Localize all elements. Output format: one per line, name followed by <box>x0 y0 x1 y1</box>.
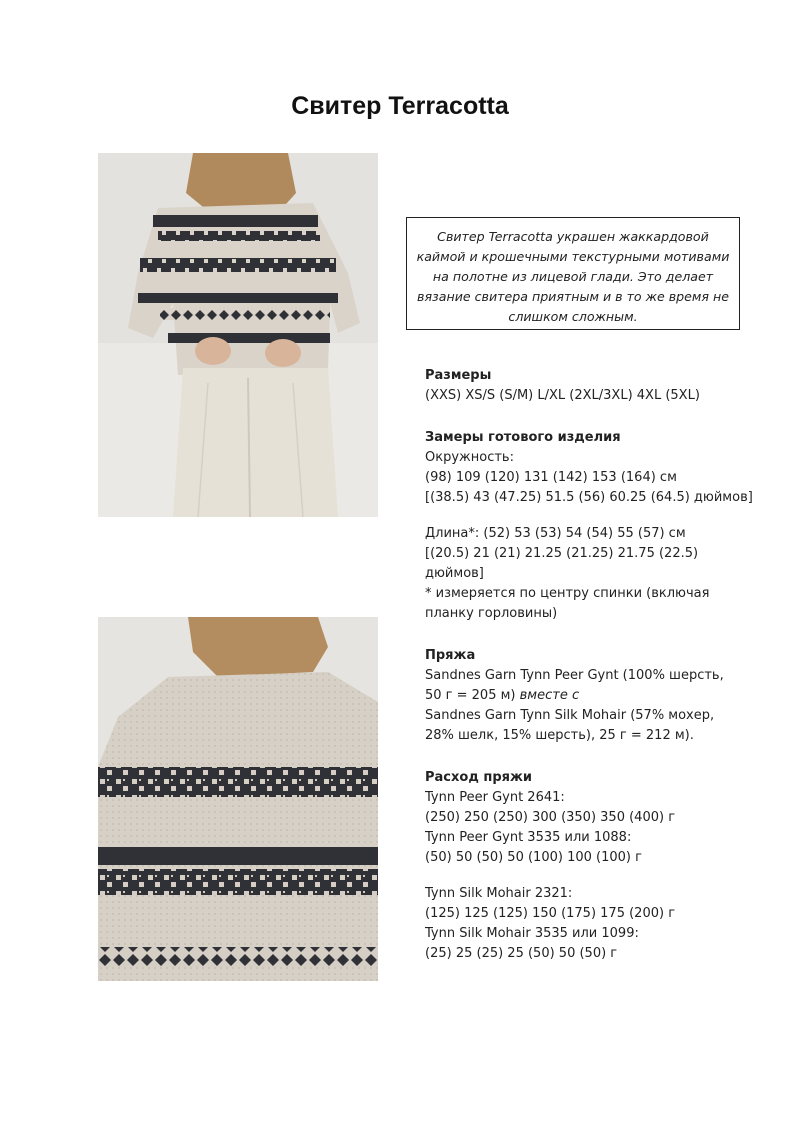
sweater-front-photo <box>98 153 378 517</box>
sizes-values: (XXS) XS/S (S/M) L/XL (2XL/3XL) 4XL (5XL) <box>425 388 700 403</box>
consumption-item: (250) 250 (250) 300 (350) 350 (400) г <box>425 810 676 825</box>
consumption-item: Tynn Peer Gynt 2641: <box>425 790 565 805</box>
consumption-item: (125) 125 (125) 150 (175) 175 (200) г <box>425 906 676 921</box>
intro-text: Свитер Terracotta украшен жаккардовой каймой и крошечными текстурными мотивами на полотне из лицевой глади. Это делает вязание свитера приятным и в то же время не слишком сложным. <box>416 229 730 324</box>
sizes-heading: Размеры <box>425 368 492 383</box>
length-in-2: дюймов] <box>425 566 484 581</box>
length-note-2: планку горловины) <box>425 606 558 621</box>
yarn-line-4: 28% шелк, 15% шерсть), 25 г = 212 м). <box>425 728 694 743</box>
length-cm: Длина*: (52) 53 (53) 54 (54) 55 (57) см <box>425 526 686 541</box>
sweater-back-photo <box>98 617 378 981</box>
yarn-heading: Пряжа <box>425 648 476 663</box>
yarn-line-2-em: вместе с <box>519 688 580 703</box>
consumption-item: Tynn Silk Mohair 2321: <box>425 886 573 901</box>
consumption-item: Tynn Peer Gynt 3535 или 1088: <box>425 830 632 845</box>
consumption-item: Tynn Silk Mohair 3535 или 1099: <box>425 926 639 941</box>
intro-box <box>406 217 740 330</box>
yarn-line-3: Sandnes Garn Tynn Silk Mohair (57% мохер, <box>425 708 715 723</box>
pattern-details <box>425 366 765 964</box>
circumference-label: Окружность: <box>425 450 514 465</box>
length-in-1: [(20.5) 21 (21) 21.25 (21.25) 21.75 (22.5) <box>425 546 699 561</box>
page-title: Свитер Terracotta <box>291 92 509 120</box>
consumption-heading: Расход пряжи <box>425 770 533 785</box>
consumption-item: (50) 50 (50) 50 (100) 100 (100) г <box>425 850 642 865</box>
yarn-line-2 <box>425 686 765 706</box>
yarn-line-2-text: 50 г = 205 м) <box>425 688 516 703</box>
length-note-1: * измеряется по центру спинки (включая <box>425 586 710 601</box>
measurements-heading: Замеры готового изделия <box>425 430 621 445</box>
consumption-item: (25) 25 (25) 25 (50) 50 (50) г <box>425 946 618 961</box>
circumference-in: [(38.5) 43 (47.25) 51.5 (56) 60.25 (64.5) дюймов] <box>425 490 753 505</box>
circumference-cm: (98) 109 (120) 131 (142) 153 (164) см <box>425 470 677 485</box>
yarn-line-1: Sandnes Garn Tynn Peer Gynt (100% шерсть, <box>425 668 724 683</box>
